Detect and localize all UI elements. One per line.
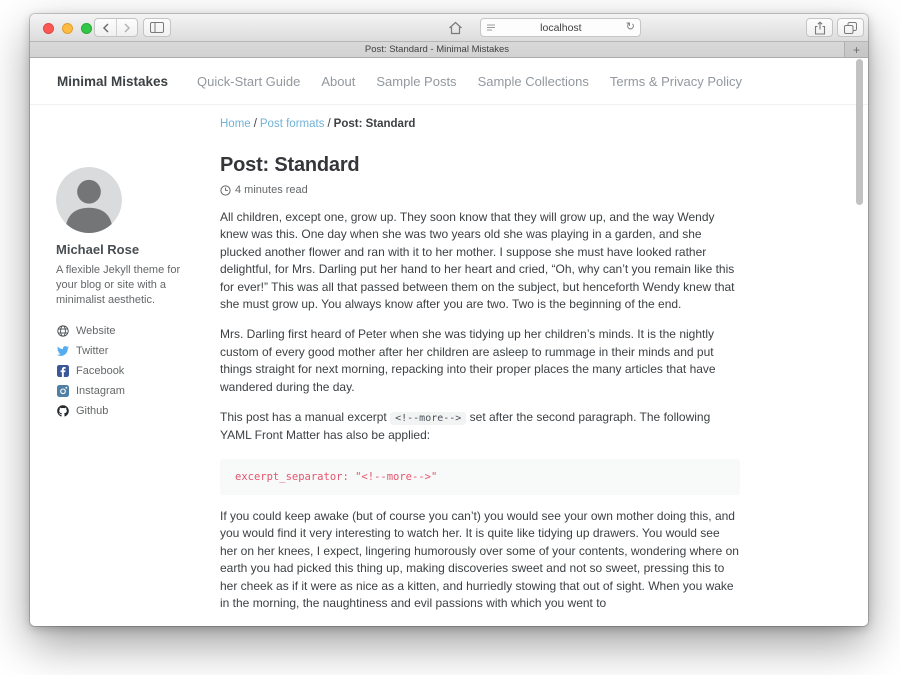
share-icon bbox=[814, 21, 826, 35]
masthead bbox=[30, 58, 868, 105]
sidebar-icon bbox=[150, 22, 164, 33]
nav-item-sample-collections[interactable]: Sample Collections bbox=[477, 73, 589, 89]
nav-item-quick-start-guide[interactable]: Quick-Start Guide bbox=[197, 73, 301, 89]
scrollbar-thumb[interactable] bbox=[856, 59, 863, 205]
tabs-icon bbox=[844, 22, 857, 34]
author-name: Michael Rose bbox=[56, 242, 140, 257]
chevron-left-icon bbox=[102, 23, 110, 33]
sidebar-toggle-button[interactable] bbox=[143, 18, 171, 37]
twitter-icon bbox=[56, 345, 70, 357]
reload-button[interactable]: ↻ bbox=[625, 21, 635, 33]
forward-button[interactable] bbox=[116, 19, 137, 36]
zoom-button[interactable] bbox=[81, 23, 92, 34]
active-tab[interactable] bbox=[30, 42, 845, 57]
person-silhouette-icon bbox=[56, 167, 122, 233]
history-nav-group bbox=[94, 18, 138, 37]
author-link-github[interactable]: Github bbox=[56, 401, 198, 421]
author-links bbox=[56, 321, 198, 421]
address-bar[interactable] bbox=[480, 18, 641, 37]
facebook-icon bbox=[56, 365, 70, 377]
close-button[interactable] bbox=[43, 23, 54, 34]
site-title-link[interactable]: Minimal Mistakes bbox=[57, 73, 169, 89]
chevron-right-icon bbox=[123, 23, 131, 33]
globe-icon bbox=[56, 325, 70, 337]
page-content bbox=[30, 58, 868, 626]
author-bio: A flexible Jekyll theme for your blog or site with a minimalist aesthetic. bbox=[56, 264, 181, 306]
clock-icon bbox=[220, 185, 231, 196]
home-icon bbox=[448, 21, 463, 35]
author-sidebar bbox=[56, 161, 198, 421]
tab-bar bbox=[30, 42, 868, 58]
paragraph: If you could keep awake (but of course you can’t) you would see your own mother doing this, and you would find it very interesting to watch her. It is quite like tidying up drawers. You would see her on her knees, I expect, lingering humorously over some of your contents, wondering where on earth you had picked this thing up, making discoveries sweet and not so sweet, pressing this to her cheek as if it were as nice as a kitten, and hurriedly stowing that out of sight. When you wake in the morning, the naughtiness and evil passions with which you went to bbox=[220, 508, 739, 610]
breadcrumb-post-formats-link[interactable]: Post formats bbox=[259, 118, 325, 130]
author-link-instagram[interactable]: Instagram bbox=[56, 381, 198, 401]
minimize-button[interactable] bbox=[62, 23, 73, 34]
primary-nav bbox=[197, 74, 742, 89]
traffic-lights bbox=[43, 23, 92, 34]
paragraph: All children, except one, grow up. They soon know that they will grow up, and the way Wendy knew was this. One day when she was two years old she was playing in a garden, and she plucked another flower and ran with it to her mother. I suppose she must have looked rather delightful, for Mrs. Darling put her hand to her heart and cried, “Oh, why can’t you remain like this for ever!” This was all that passed between them on the subject, but henceforth Wendy knew that she must grow up. You always know after you are two. Two is the beginning of the end. bbox=[220, 210, 735, 312]
paragraph: This post has a manual excerpt <!--more--> set after the second paragraph. The following YAML Front Matter has also be applied: bbox=[220, 410, 711, 443]
reader-icon[interactable] bbox=[486, 23, 496, 33]
code-block: excerpt_separator: "<!--more-->" bbox=[220, 459, 740, 495]
new-tab-button[interactable]: + bbox=[852, 42, 860, 57]
browser-toolbar bbox=[30, 14, 868, 42]
nav-item-terms-privacy[interactable]: Terms & Privacy Policy bbox=[609, 73, 743, 89]
author-link-twitter[interactable]: Twitter bbox=[56, 341, 198, 361]
breadcrumb-home-link[interactable]: Home bbox=[220, 118, 251, 130]
tab-overview-button[interactable] bbox=[837, 18, 864, 37]
home-button[interactable] bbox=[442, 18, 468, 37]
share-button[interactable] bbox=[806, 18, 833, 37]
github-icon bbox=[56, 405, 70, 417]
author-link-website[interactable]: Website bbox=[56, 321, 198, 341]
post-article bbox=[220, 154, 740, 612]
paragraph: Mrs. Darling first heard of Peter when she was tidying up her children’s minds. It is the nightly custom of every good mother after her children are asleep to rummage in their minds and put things straight for next morning, repacking into their proper places the many articles that have wandered during the day. bbox=[220, 327, 716, 394]
post-meta bbox=[220, 184, 740, 196]
author-link-facebook[interactable]: Facebook bbox=[56, 361, 198, 381]
breadcrumb bbox=[220, 118, 415, 130]
read-time: 4 minutes read bbox=[235, 184, 308, 196]
tab-title: Post: Standard - Minimal Mistakes bbox=[364, 44, 510, 55]
instagram-icon bbox=[56, 385, 70, 397]
browser-window bbox=[30, 14, 868, 626]
nav-item-about[interactable]: About bbox=[321, 73, 356, 89]
nav-item-sample-posts[interactable]: Sample Posts bbox=[376, 73, 457, 89]
breadcrumb-current: Post: Standard bbox=[333, 118, 416, 130]
breadcrumb-separator: / bbox=[327, 118, 331, 130]
url-text: localhost bbox=[540, 21, 582, 34]
inline-code: <!--more--> bbox=[390, 412, 466, 425]
avatar bbox=[56, 167, 122, 233]
page-title: Post: Standard bbox=[220, 154, 360, 176]
breadcrumb-separator: / bbox=[253, 118, 257, 130]
back-button[interactable] bbox=[95, 19, 116, 36]
